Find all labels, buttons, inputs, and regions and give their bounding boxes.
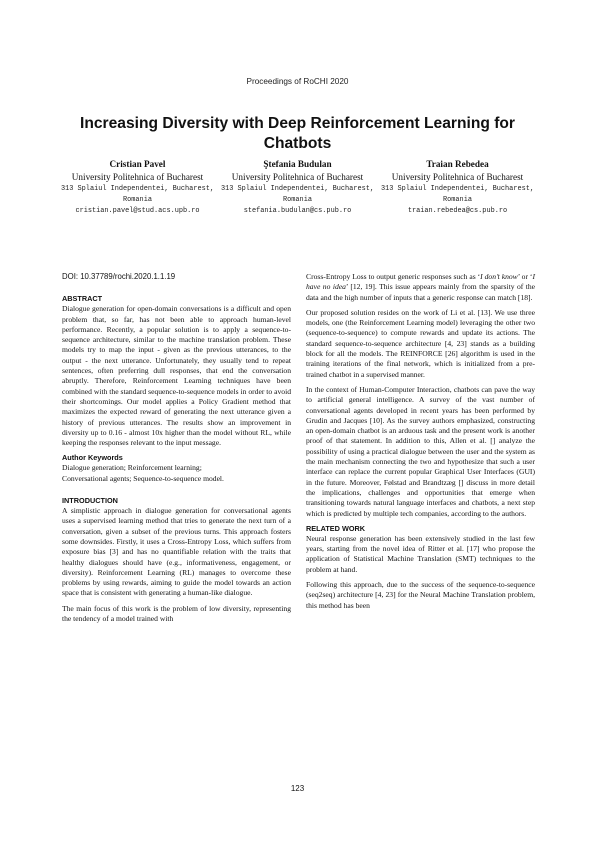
author-2	[220, 158, 375, 217]
quote-dont-know: I don’t know	[480, 272, 518, 281]
author-email[interactable]: stefania.budulan@cs.pub.ro	[243, 206, 352, 215]
author-email[interactable]: traian.rebedea@cs.pub.ro	[407, 206, 508, 215]
paper-title: Increasing Diversity with Deep Reinforcement Learning for Chatbots	[80, 115, 515, 152]
abstract-text: Dialogue generation for open-domain conversations is a difficult and open problem that, so far, has not been able to approach human-level performance. Recently, a popular solution is to apply a sequence-to-sequence architecture, similar to the machine translation problem. These models try to map the input - given as the previous utterances, to the output - the next utterance. Unfortunately, they usually tend to repeat sentences, often preferring dull responses, that end the conversation abruptly. Therefore, Reinforcement Learning techniques have been combined with the standard sequence-to-sequence models in order to avoid their shortcomings. Our model applies a Policy Gradient method that maximizes the expected reward of generating the next utterance given a history of previous utterances. The results show an improvement in diversity up to 0.16 - almost 10x higher than the model without RL, while keeping the responses relevant to the input message.	[62, 304, 291, 448]
quote-no-idea: I have no idea	[306, 272, 535, 292]
abstract-heading: ABSTRACT	[62, 294, 103, 304]
keywords-line-1: Dialogue generation; Reinforcement learning;	[62, 463, 202, 473]
author-3	[380, 158, 535, 217]
author-address: 313 Splaiul Independentei, Bucharest, Romania	[381, 184, 534, 204]
author-name: Cristian Pavel	[109, 159, 166, 169]
related-paragraph-1: Neural response generation has been extensively studied in the last few years, starting from the novel idea of Ritter et al. [17] who propose the application of Statistical Machine Translation (SMT) techniques to the problem at hand.	[306, 533, 535, 574]
page-number: 123	[290, 784, 305, 793]
proceedings-header: Proceedings of RoCHI 2020	[246, 77, 349, 86]
author-name: Traian Rebedea	[426, 159, 489, 169]
author-1	[60, 158, 215, 217]
keywords-heading: Author Keywords	[62, 453, 123, 463]
related-work-heading: RELATED WORK	[306, 523, 366, 533]
introduction-paragraph-1: A simplistic approach in dialogue generation for conversational agents uses a supervised learning method that tries to generate the next turn of a conversation, given a subset of the previous turns. This approach fosters some downsides. Firstly, it uses a Cross-Entropy Loss, which suffers from exposure bias [3] and has no quantifiable relation with the traits that healthy dialogues should have (e.g., informativeness, engagement, or diversity). Reinforcement Learning (RL) manages to overcome these problems by using rewards, aiming to guide the model towards an action space that is consistent with generating a human-like dialogue.	[62, 506, 291, 598]
related-paragraph-2: Following this approach, due to the success of the sequence-to-sequence (seq2seq) architecture [4, 23] for the Neural Machine Translation problem, this method has been	[306, 580, 535, 610]
intro-paragraph-5: In the context of Human-Computer Interaction, chatbots can pave the way to artificial general intelligence. A survey of the vast number of conversational agents developed in recent years has been performed by Grudin and Jacques [10]. As the survey authors emphasized, constructing an open-domain chatbot is an arduous task and the present work is another proof of that statement. In addition to this, Allen et al. [] analyze the possibility of using a practical dialogue between the user and the system as the main mechanism connecting the two and hypothesize that such a user interface can replace the current popular Graphical User Interfaces (GUI) in the future. Moreover, Følstad and Brandtzæg [] discuss in more detail the implications, challenges and opportunities that emerge when transitioning towards natural language interfaces and chatbots, a next step which is predicted by multiple tech companies, according to the authors.	[306, 384, 535, 518]
author-block	[60, 158, 535, 217]
author-address: 313 Splaiul Independentei, Bucharest, Romania	[61, 184, 214, 204]
introduction-heading: INTRODUCTION	[62, 496, 118, 506]
left-column	[62, 272, 291, 629]
author-affiliation: University Politehnica of Bucharest	[231, 172, 364, 182]
intro-paragraph-4: Our proposed solution resides on the work of Li et al. [13]. We use three models, one (the Reinforcement Learning model) leveraging the other two (sequence-to-sequence) to compute rewards and update its actions. The standard sequence-to-sequence architecture [4, 23] stands as a building block for all the models. The REINFORCE [26] algorithm is used in the training iterations of the final network, which is initialized from a pre-trained chatbot in a supervised manner.	[306, 307, 535, 379]
author-affiliation: University Politehnica of Bucharest	[71, 172, 204, 182]
author-affiliation: University Politehnica of Bucharest	[391, 172, 524, 182]
author-email[interactable]: cristian.pavel@stud.acs.upb.ro	[75, 206, 200, 215]
text-span: ’ or ‘	[517, 272, 533, 281]
doi[interactable]: DOI: 10.37789/rochi.2020.1.1.19	[62, 272, 176, 281]
keywords-line-2: Conversational agents; Sequence-to-sequence model.	[62, 473, 224, 483]
text-span: Cross-Entropy Loss to output generic responses such as ‘	[306, 272, 481, 281]
introduction-paragraph-2: The main focus of this work is the problem of low diversity, representing the tendency of a model trained with	[62, 603, 291, 624]
text-span: ’ [12, 19]. This issue appears mainly from the sparsity of the data and the high number of inputs that a generic response can match [18].	[306, 282, 536, 302]
author-address: 313 Splaiul Independentei, Bucharest, Romania	[221, 184, 374, 204]
intro-paragraph-3	[306, 272, 535, 303]
right-column	[306, 272, 535, 616]
author-name: Ştefania Budulan	[263, 159, 332, 169]
